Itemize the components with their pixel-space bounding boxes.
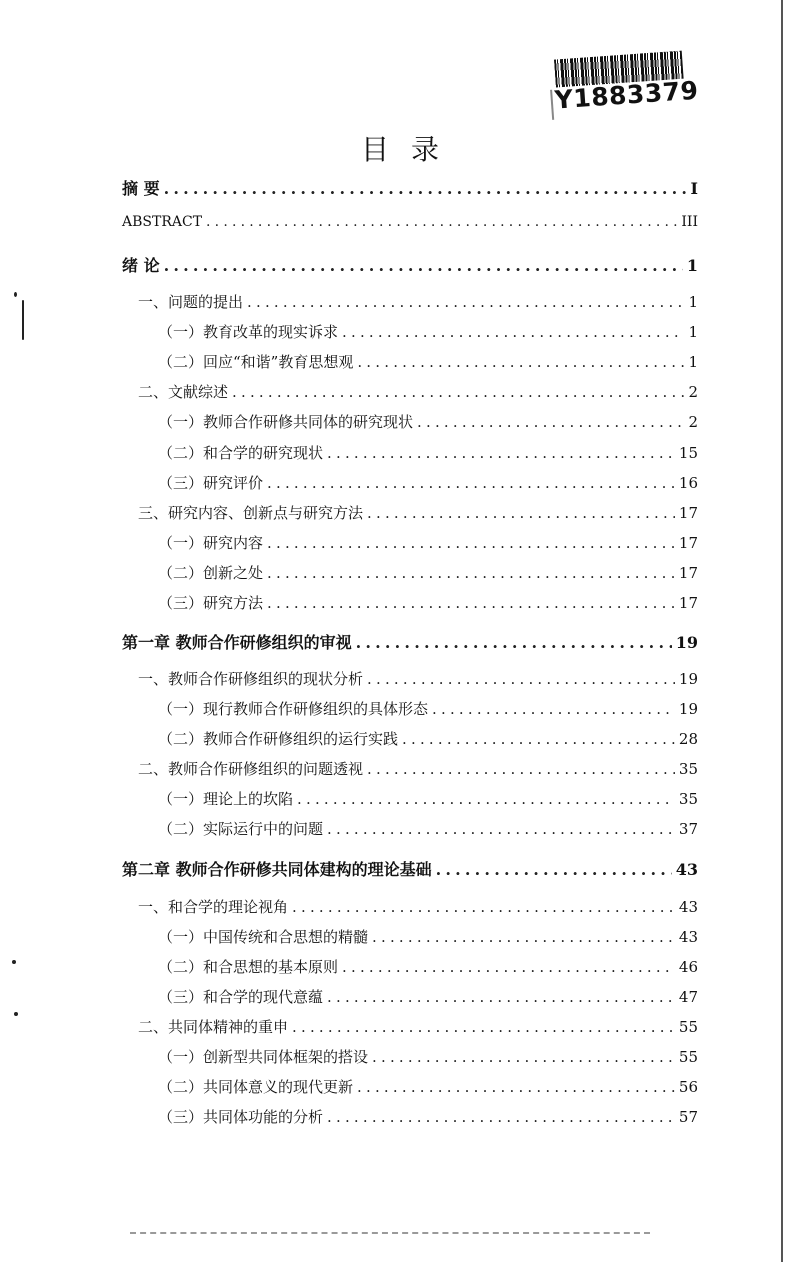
scan-speck (12, 960, 16, 964)
toc-entry[interactable] (138, 896, 698, 920)
toc-leader (357, 1078, 675, 1096)
toc-leader (327, 1108, 675, 1126)
toc-entry-page: 2 (688, 383, 698, 401)
toc-entry-label: （二）和合学的研究现状 (158, 444, 324, 462)
toc-entry-label: 绪 论 (122, 256, 160, 275)
toc-entry[interactable] (158, 442, 698, 466)
toc-leader (267, 534, 675, 552)
toc-entry-page: I (690, 179, 698, 198)
toc-leader (402, 730, 675, 748)
toc-entry-label: （二）创新之处 (158, 564, 264, 582)
toc-leader (356, 633, 672, 652)
toc-entry-label: （一）研究内容 (158, 534, 264, 552)
toc-entry-label: （三）和合学的现代意蕴 (158, 988, 324, 1006)
toc-entry-label: （二）教师合作研修组织的运行实践 (158, 730, 399, 748)
toc-entry[interactable] (138, 502, 698, 526)
toc-entry-page: 55 (678, 1018, 698, 1036)
toc-entry[interactable] (158, 698, 698, 722)
toc-leader (267, 564, 675, 582)
toc-leader (417, 413, 684, 431)
barcode-number: Y1883379 (553, 75, 700, 115)
toc-entry[interactable] (158, 728, 698, 752)
toc-entry-page: 43 (678, 928, 698, 946)
toc-entry[interactable] (158, 926, 698, 950)
toc-entry-label: 一、问题的提出 (138, 293, 244, 311)
toc-leader (372, 1048, 675, 1066)
toc-entry-page: 17 (678, 504, 698, 522)
toc-entry-label: （三）共同体功能的分析 (158, 1108, 324, 1126)
toc-entry-label: （一）教师合作研修共同体的研究现状 (158, 413, 414, 431)
toc-entry-page: 17 (678, 564, 698, 582)
toc-entry[interactable] (158, 1076, 698, 1100)
toc-entry[interactable] (158, 351, 698, 375)
scan-speck (14, 292, 17, 297)
toc-entry-page: 1 (688, 293, 698, 311)
toc-entry[interactable] (138, 1016, 698, 1040)
toc-entry[interactable] (138, 291, 698, 315)
toc-entry-page: 19 (675, 633, 698, 652)
scan-speck (14, 1012, 18, 1016)
toc-entry-page: 46 (678, 958, 698, 976)
toc-entry-label: （二）和合思想的基本原则 (158, 958, 339, 976)
toc-entry-label: （一）现行教师合作研修组织的具体形态 (158, 700, 429, 718)
toc-entry[interactable] (158, 986, 698, 1010)
toc-leader (367, 670, 675, 688)
toc-leader (267, 474, 675, 492)
toc-entry-label: ABSTRACT (122, 214, 203, 230)
toc-entry[interactable] (158, 592, 698, 616)
toc-entry-label: 二、教师合作研修组织的问题透视 (138, 760, 364, 778)
toc-entry-label: （三）研究评价 (158, 474, 264, 492)
page-title: 目录 (360, 133, 461, 166)
toc-leader (367, 760, 675, 778)
toc-entry-page: 37 (678, 820, 698, 838)
toc-leader (327, 988, 675, 1006)
toc-entry[interactable] (158, 956, 698, 980)
toc-entry-label: （三）研究方法 (158, 594, 264, 612)
toc-entry-label: 三、研究内容、创新点与研究方法 (138, 504, 364, 522)
toc-leader (267, 594, 675, 612)
toc-leader (342, 323, 684, 341)
toc-entry-label: （二）回应“和谐”教育思想观 (158, 353, 354, 371)
toc-entry[interactable] (158, 1046, 698, 1070)
toc-entry-label: 摘 要 (122, 179, 160, 198)
toc-entry-page: III (681, 214, 698, 230)
toc-entry[interactable] (158, 788, 698, 812)
toc-entry-label: 第一章 教师合作研修组织的审视 (122, 633, 352, 652)
toc-entry-label: 二、共同体精神的重申 (138, 1018, 289, 1036)
toc-entry-label: （二）实际运行中的问题 (158, 820, 324, 838)
toc-entry[interactable] (138, 668, 698, 692)
toc-entry[interactable] (158, 321, 698, 345)
toc-entry[interactable] (122, 857, 698, 881)
toc-entry-label: （一）理论上的坎陷 (158, 790, 294, 808)
toc-entry-label: （一）教育改革的现实诉求 (158, 323, 339, 341)
toc-entry-page: 17 (678, 534, 698, 552)
toc-entry-page: 17 (678, 594, 698, 612)
toc-entry[interactable] (122, 176, 698, 200)
toc-entry[interactable] (158, 562, 698, 586)
toc-entry-page: 19 (678, 700, 698, 718)
toc-entry-page: 2 (688, 413, 698, 431)
toc-entry[interactable] (138, 381, 698, 405)
toc-entry[interactable] (122, 630, 698, 654)
toc-leader (432, 700, 675, 718)
toc-entry-label: （一）中国传统和合思想的精髓 (158, 928, 369, 946)
toc-entry-page: 43 (678, 898, 698, 916)
toc-entry-page: 55 (678, 1048, 698, 1066)
toc-entry[interactable] (138, 758, 698, 782)
toc-entry-page: 15 (678, 444, 698, 462)
toc-entry-page: 16 (678, 474, 698, 492)
toc-entry-page: 28 (678, 730, 698, 748)
toc-leader (327, 444, 675, 462)
toc-leader (206, 214, 677, 230)
toc-entry-page: 35 (678, 760, 698, 778)
toc-leader (436, 860, 672, 879)
toc-entry-page: 35 (678, 790, 698, 808)
toc-leader (342, 958, 675, 976)
toc-entry[interactable] (158, 1106, 698, 1130)
toc-entry-page: 19 (678, 670, 698, 688)
toc-entry-page: 57 (678, 1108, 698, 1126)
toc-entry-page: 43 (675, 860, 698, 879)
toc-entry[interactable] (158, 411, 698, 435)
toc-leader (292, 1018, 675, 1036)
toc-leader (327, 820, 675, 838)
toc-entry-page: 56 (678, 1078, 698, 1096)
toc-entry-label: 二、文献综述 (138, 383, 229, 401)
toc-entry-label: 一、教师合作研修组织的现状分析 (138, 670, 364, 688)
toc-leader (357, 353, 684, 371)
toc-leader (292, 898, 675, 916)
toc-leader (297, 790, 675, 808)
toc-leader (372, 928, 675, 946)
toc-entry[interactable] (122, 253, 698, 277)
toc-leader (164, 256, 683, 275)
toc-leader (232, 383, 684, 401)
toc-entry-page: 47 (678, 988, 698, 1006)
toc-leader (367, 504, 675, 522)
toc-entry[interactable] (158, 532, 698, 556)
toc-entry-label: 一、和合学的理论视角 (138, 898, 289, 916)
toc-entry[interactable] (158, 818, 698, 842)
toc-entry-page: 1 (688, 353, 698, 371)
barcode (548, 51, 700, 126)
toc-entry-label: （一）创新型共同体框架的搭设 (158, 1048, 369, 1066)
toc-entry-page: 1 (686, 256, 698, 275)
toc-entry-label: （二）共同体意义的现代更新 (158, 1078, 354, 1096)
toc-leader (247, 293, 684, 311)
toc-entry-page: 1 (688, 323, 698, 341)
toc-entry[interactable] (122, 214, 698, 238)
scan-edge-bottom (130, 1232, 650, 1234)
toc-entry-label: 第二章 教师合作研修共同体建构的理论基础 (122, 860, 432, 879)
scan-edge-right (781, 0, 783, 1262)
toc-entry[interactable] (158, 472, 698, 496)
toc-leader (164, 179, 687, 198)
scan-speck (22, 300, 24, 340)
